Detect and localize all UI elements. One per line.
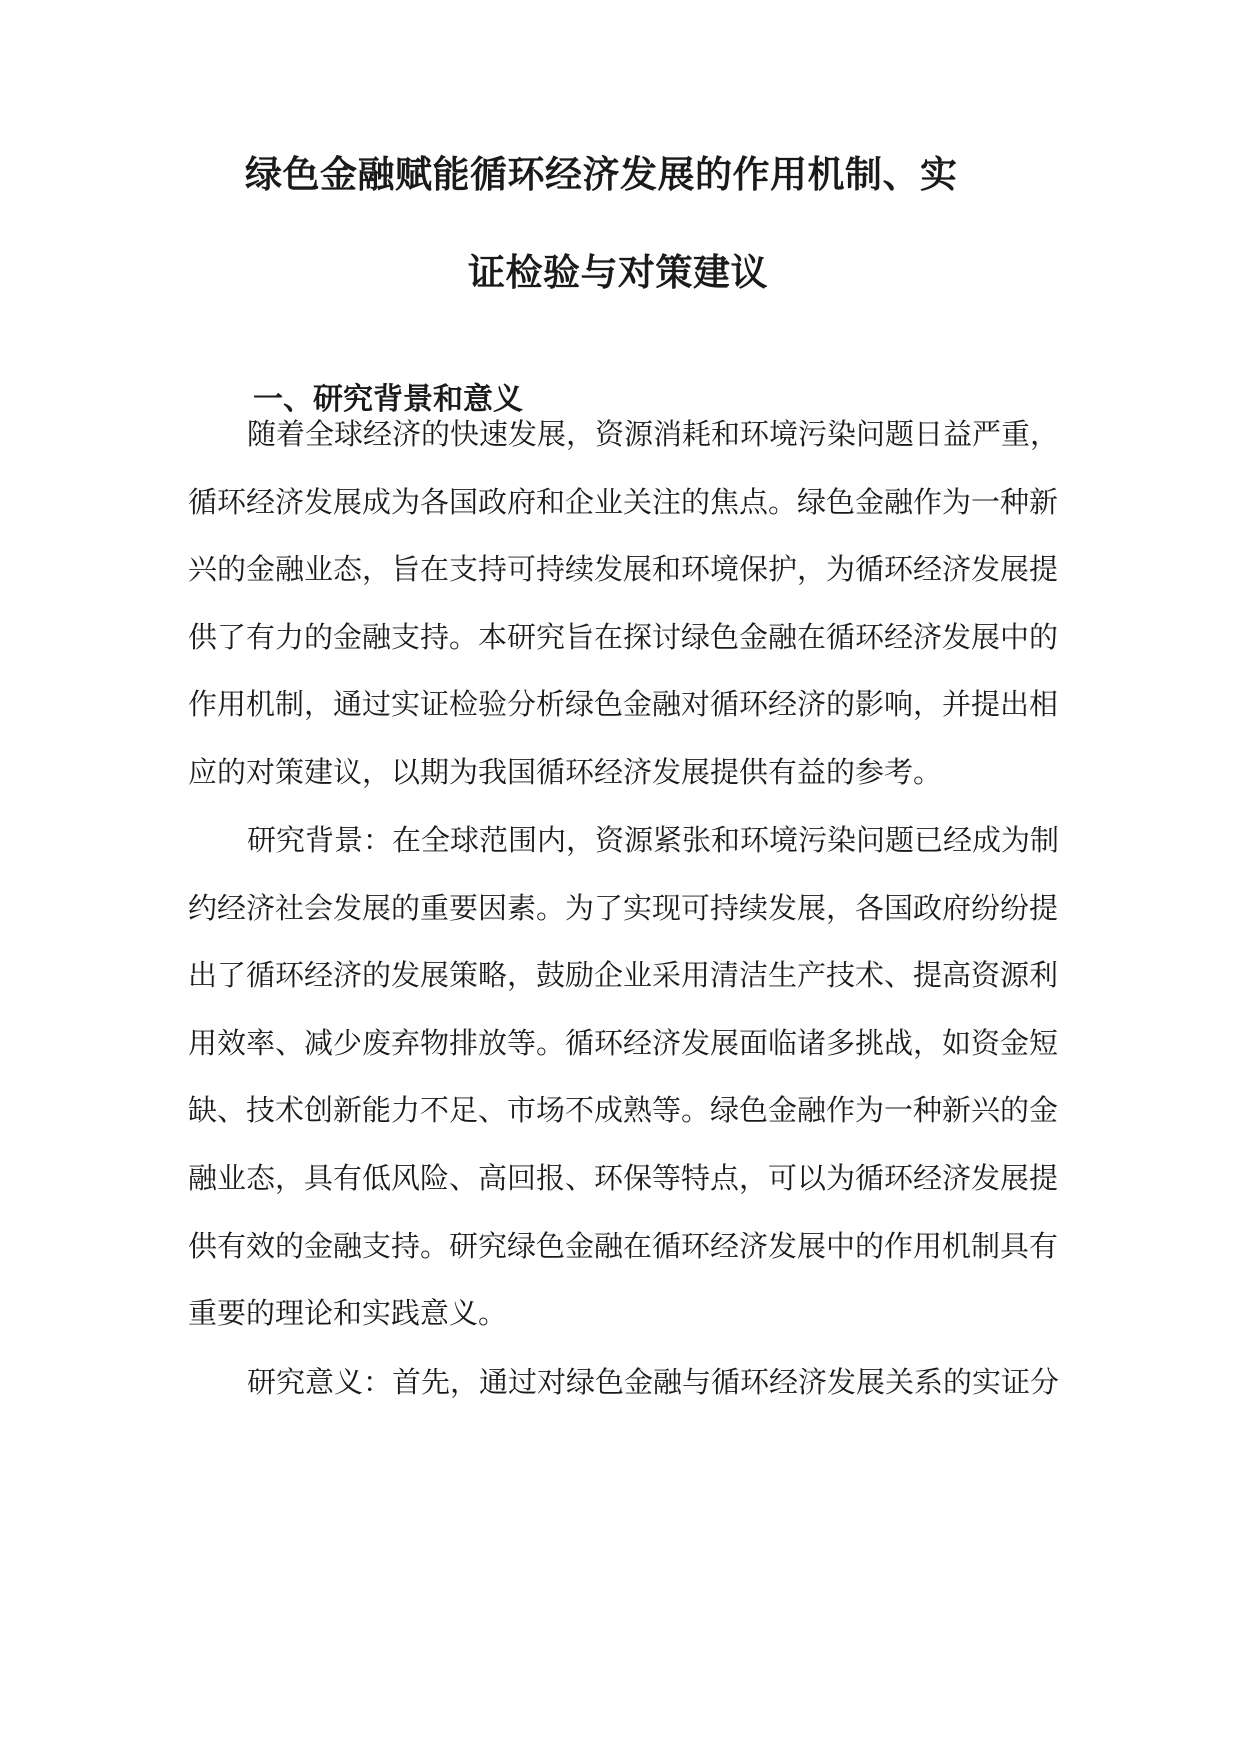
paragraph-2-line-8: 重要的理论和实践意义。 [188,1296,508,1330]
paragraph-2-line-6: 融业态，具有低风险、高回报、环保等特点，可以为循环经济发展提 [188,1161,1059,1195]
paragraph-1-line-6: 应的对策建议，以期为我国循环经济发展提供有益的参考。 [188,755,943,789]
document-title-line-1: 绿色金融赋能循环经济发展的作用机制、实 [245,153,958,196]
section-heading: 一、研究背景和意义 [253,382,523,417]
paragraph-1-line-5: 作用机制，通过实证检验分析绿色金融对循环经济的影响，并提出相 [188,687,1059,721]
paragraph-2-line-2: 约经济社会发展的重要因素。为了实现可持续发展，各国政府纷纷提 [188,891,1059,925]
paragraph-1-line-1: 随着全球经济的快速发展，资源消耗和环境污染问题日益严重， [247,417,1060,451]
paragraph-2-line-7: 供有效的金融支持。研究绿色金融在循环经济发展中的作用机制具有 [188,1229,1059,1263]
paragraph-2-line-3: 出了循环经济的发展策略，鼓励企业采用清洁生产技术、提高资源利 [188,958,1059,992]
paragraph-2-line-1: 研究背景：在全球范围内，资源紧张和环境污染问题已经成为制 [247,823,1060,857]
paragraph-2-line-5: 缺、技术创新能力不足、市场不成熟等。绿色金融作为一种新兴的金 [188,1093,1059,1127]
paragraph-2-line-4: 用效率、减少废弃物排放等。循环经济发展面临诸多挑战，如资金短 [188,1026,1059,1060]
paragraph-3-line-1: 研究意义：首先，通过对绿色金融与循环经济发展关系的实证分 [247,1365,1060,1399]
paragraph-1-line-4: 供了有力的金融支持。本研究旨在探讨绿色金融在循环经济发展中的 [188,620,1059,654]
paragraph-1-line-3: 兴的金融业态，旨在支持可持续发展和环境保护，为循环经济发展提 [188,552,1059,586]
document-title-line-2: 证检验与对策建议 [468,251,768,294]
paragraph-1-line-2: 循环经济发展成为各国政府和企业关注的焦点。绿色金融作为一种新 [188,485,1059,519]
